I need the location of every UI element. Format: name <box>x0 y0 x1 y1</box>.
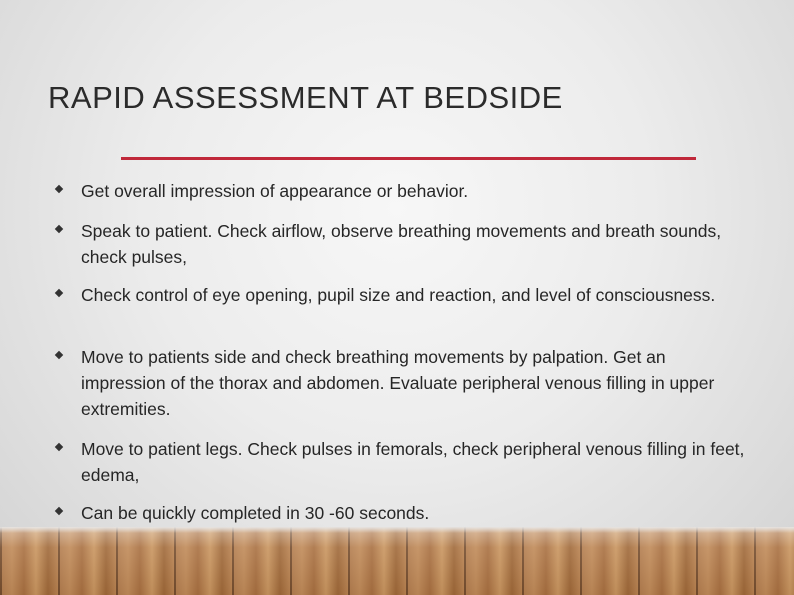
wood-floor-decoration <box>0 527 794 595</box>
bullet-text: Move to patients side and check breathing movements by palpation. Get an impression of the thorax and abdomen. Evaluate peripheral venous filling in upper extremities. <box>81 347 715 419</box>
bullet-icon <box>55 185 63 193</box>
bullet-text: Get overall impression of appearance or behavior. <box>81 181 469 201</box>
bullet-icon <box>55 289 63 297</box>
bullet-icon <box>55 507 63 515</box>
title-divider <box>121 157 696 160</box>
bullet-icon <box>55 225 63 233</box>
bullet-icon <box>55 351 63 359</box>
bullet-icon <box>55 443 63 451</box>
bullet-text: Speak to patient. Check airflow, observe breathing movements and breath sounds, check pulses, <box>81 221 722 267</box>
slide-title: RAPID ASSESSMENT AT BEDSIDE <box>48 80 563 115</box>
bullet-text: Check control of eye opening, pupil size and reaction, and level of consciousness. <box>81 285 716 305</box>
bullet-text: Move to patient legs. Check pulses in femorals, check peripheral venous filling in feet, edema, <box>81 439 745 485</box>
bullet-text: Can be quickly completed in 30 -60 seconds. <box>81 503 430 523</box>
